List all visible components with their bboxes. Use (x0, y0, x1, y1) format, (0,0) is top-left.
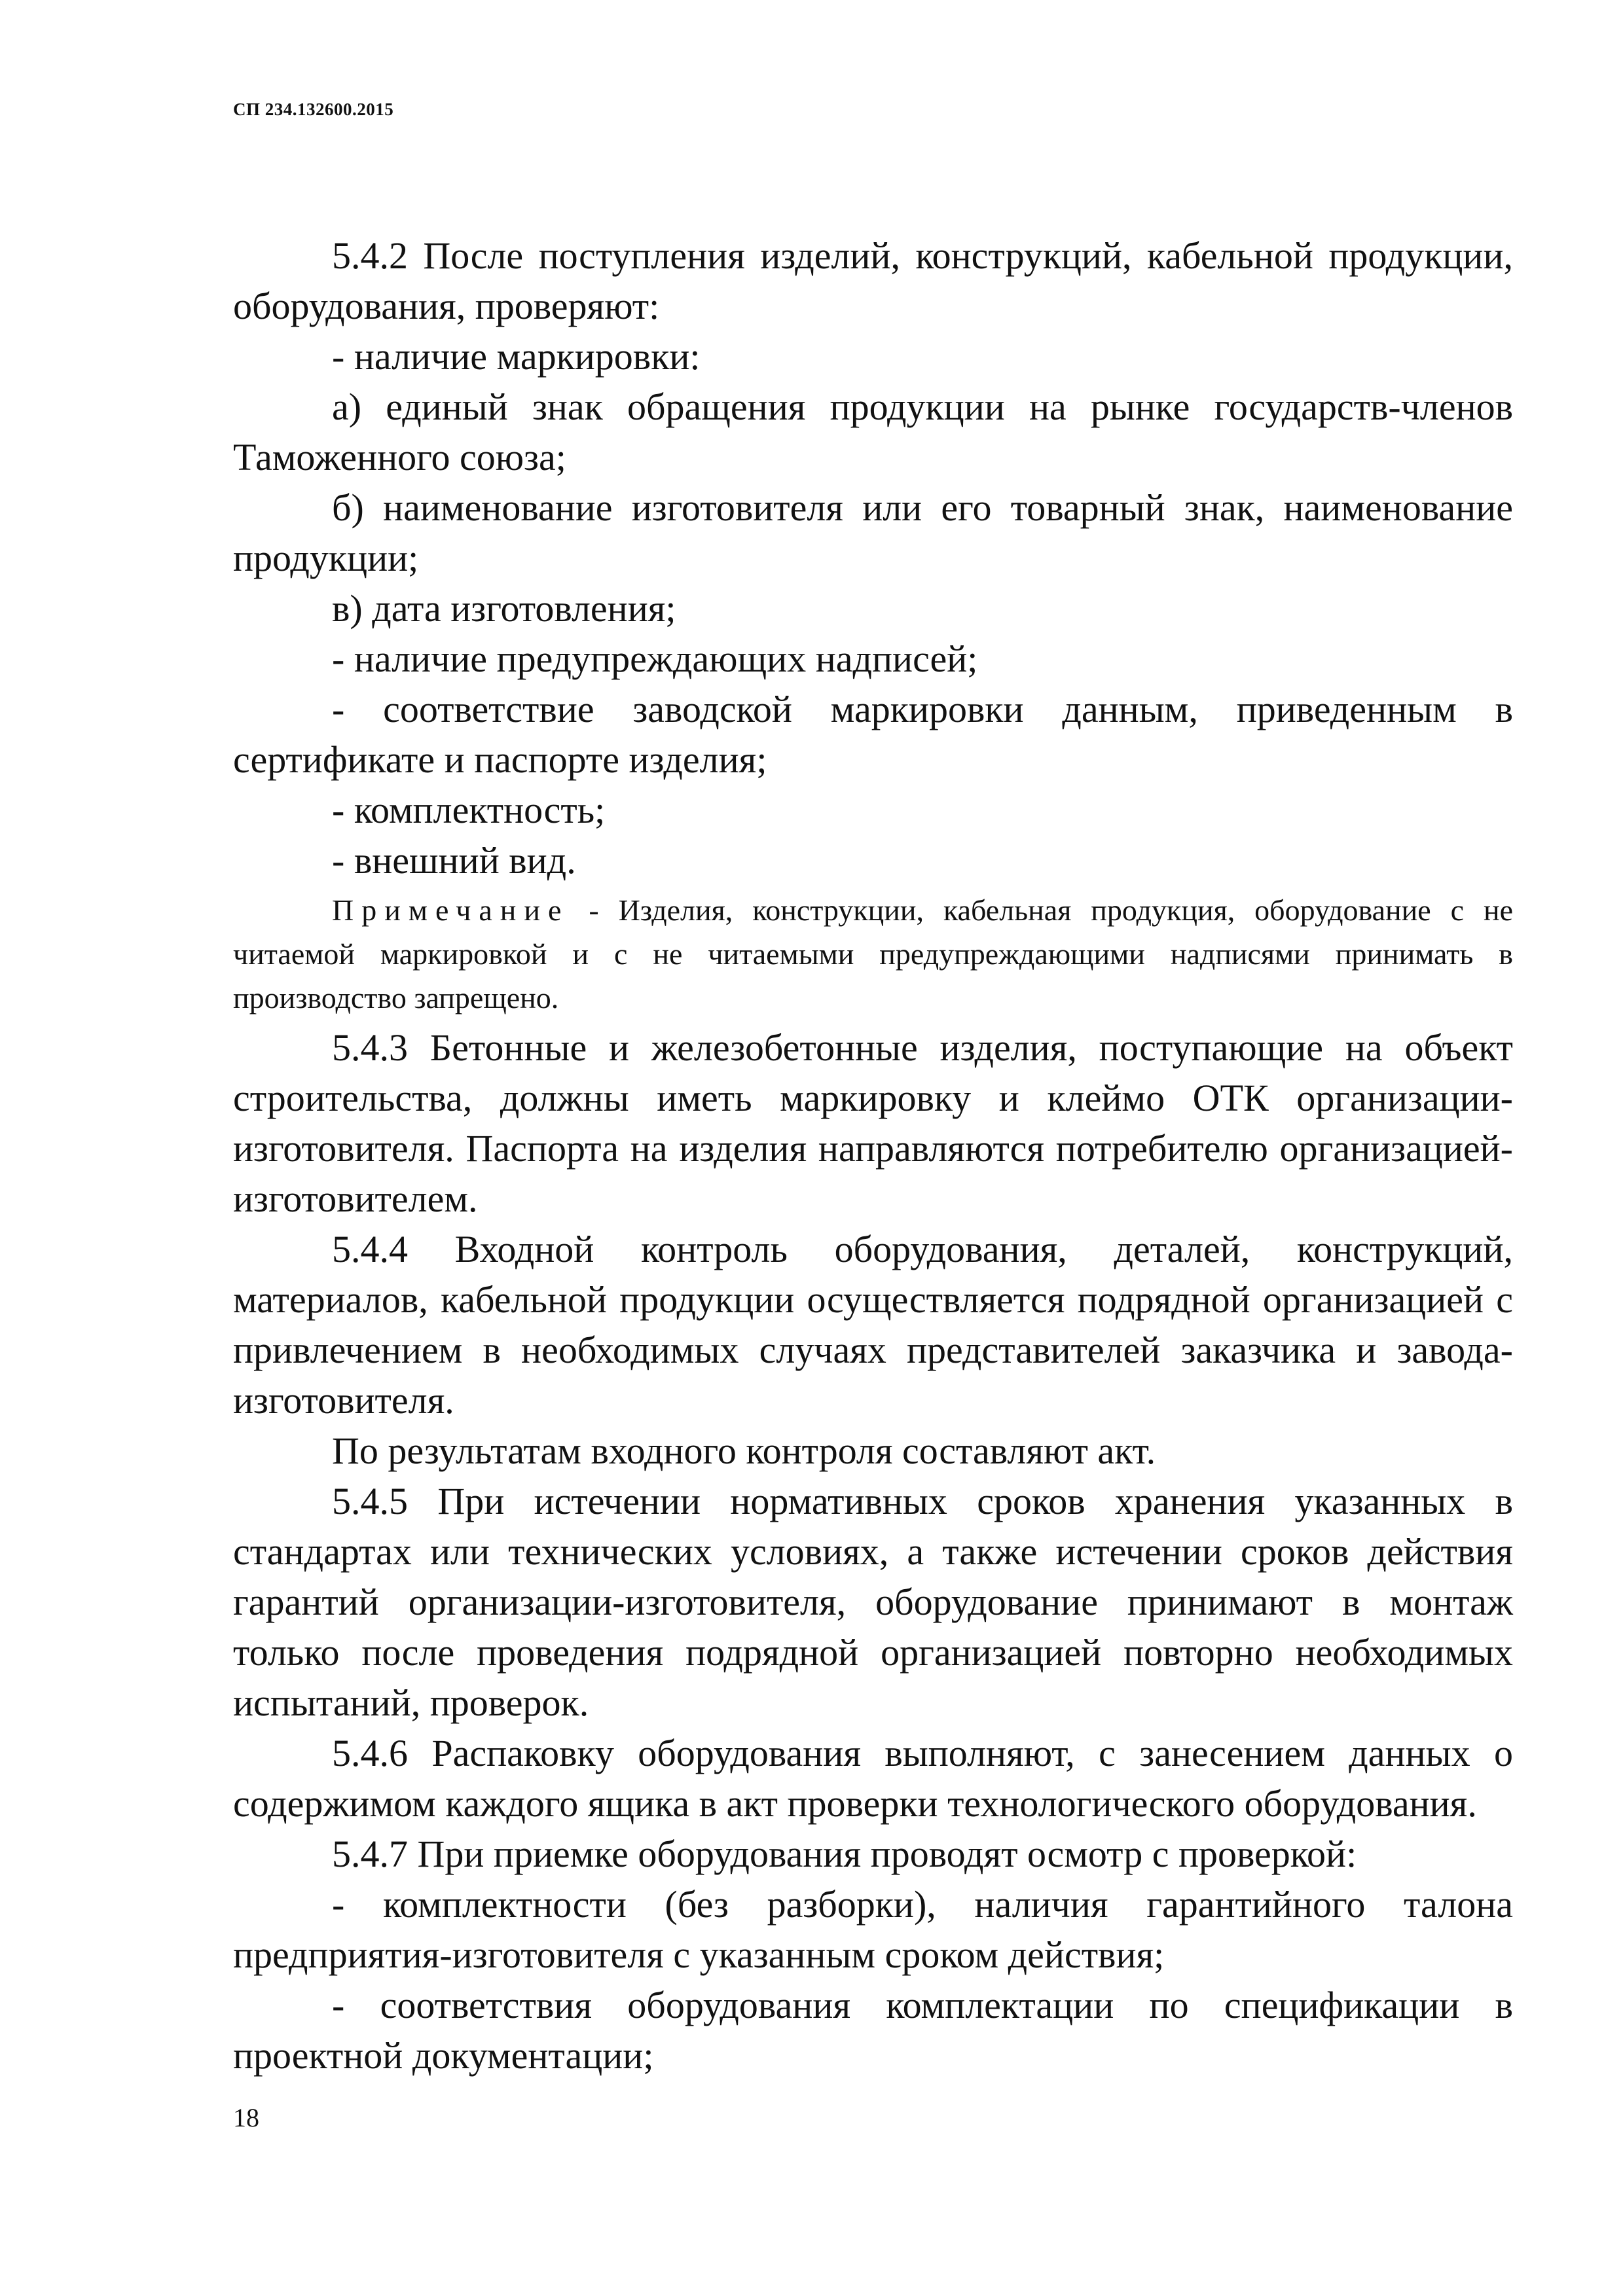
paragraph-5-4-6: 5.4.6 Распаковку оборудования выполняют, с занесением данных о содержимом каждого ящика в акт проверки технологического оборудования. (233, 1732, 1513, 1825)
page-number: 18 (233, 2103, 259, 2132)
document-body (233, 230, 1513, 2081)
document-code-header: СП 234.132600.2015 (233, 99, 394, 119)
list-item-completeness-check: - комплектности (без разборки), наличия гарантийного талона предприятия-изготовителя с указанным сроком действия; (233, 1883, 1513, 1976)
note-separator: - (569, 893, 619, 927)
list-item-a: а) единый знак обращения продукции на рынке государств-членов Таможенного союза; (233, 386, 1513, 478)
list-item-b: б) наименование изготовителя или его товарный знак, наименование продукции; (233, 486, 1513, 579)
paragraph-5-4-4: 5.4.4 Входной контроль оборудования, деталей, конструкций, материалов, кабельной продукции осуществляется подрядной организацией с привлечением в необходимых случаях представителей заказчика и завода-изготовителя. (233, 1228, 1513, 1422)
list-item-warnings: - наличие предупреждающих надписей; (332, 637, 978, 680)
list-item-completeness: - комплектность; (332, 789, 606, 831)
list-item-conformity: - соответствие заводской маркировки данным, приведенным в сертификате и паспорте изделия; (233, 688, 1513, 781)
list-item-marking: - наличие маркировки: (332, 335, 701, 378)
note-text: Изделия, конструкции, кабельная продукция, оборудование с не читаемой маркировкой и с не читаемыми предупреждающими надписями принимать в производство запрещено. (233, 893, 1514, 1014)
paragraph-5-4-7: 5.4.7 При приемке оборудования проводят осмотр с проверкой: (332, 1833, 1357, 1875)
paragraph-5-4-3: 5.4.3 Бетонные и железобетонные изделия, поступающие на объект строительства, должны иметь маркировку и клеймо ОТК организации-изготовителя. Паспорта на изделия направляются потребителю организацией-изготовителем. (233, 1026, 1513, 1220)
list-item-appearance: - внешний вид. (332, 839, 576, 882)
paragraph-5-4-2: 5.4.2 После поступления изделий, конструкций, кабельной продукции, оборудования, проверяют: (233, 234, 1513, 327)
note-block (233, 886, 1513, 1022)
paragraph-control-act: По результатам входного контроля составляют акт. (332, 1429, 1156, 1472)
list-item-c: в) дата изготовления; (332, 587, 676, 630)
paragraph-5-4-5: 5.4.5 При истечении нормативных сроков хранения указанных в стандартах или технических условиях, а также истечении сроков действия гарантий организации-изготовителя, оборудование принимают в монтаж только после проведения подрядной организацией повторно необходимых испытаний, проверок. (233, 1480, 1513, 1724)
list-item-specification-check: - соответствия оборудования комплектации по спецификации в проектной документации; (233, 1984, 1513, 2077)
note-label: Примечание (332, 893, 570, 927)
